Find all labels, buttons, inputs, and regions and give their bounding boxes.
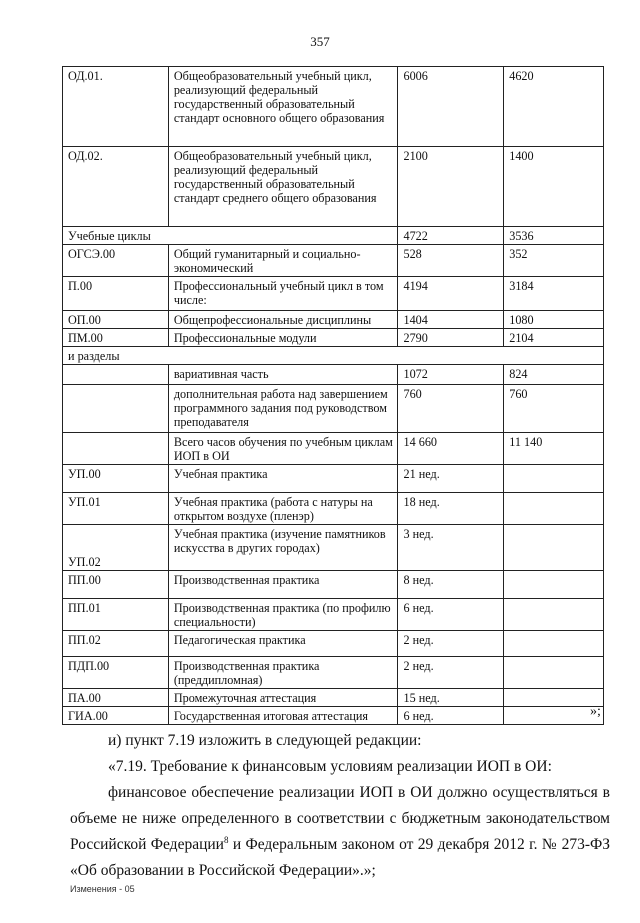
cell-code [63, 365, 169, 385]
cell-code: УП.02 [63, 525, 169, 571]
cell-code: ГИА.00 [63, 707, 169, 725]
cell-value-1: 528 [398, 245, 504, 277]
footnote-marker: 8 [223, 834, 229, 845]
closing-quote-mark: »; [590, 704, 601, 719]
cell-value-2: 824 [504, 365, 604, 385]
cell-code: УП.01 [63, 493, 169, 525]
cell-name: вариативная часть [168, 365, 398, 385]
cell-value-1: 21 нед. [398, 465, 504, 493]
cell-value-1: 6006 [398, 67, 504, 147]
table-row [63, 525, 604, 571]
table-row [63, 365, 604, 385]
paragraph-heading-7-19: «7.19. Требование к финансовым условиям реализации ИОП в ОИ: [108, 758, 552, 775]
cell-name: Общеобразовательный учебный цикл, реализующий федеральный государственный образовательный стандарт среднего общего образования [168, 147, 398, 227]
table-row [63, 599, 604, 631]
cell-value-1: 18 нед. [398, 493, 504, 525]
cell-value-2 [504, 657, 604, 689]
cell-code: ОП.00 [63, 311, 169, 329]
cell-value-1: 2100 [398, 147, 504, 227]
cell-value-2 [504, 599, 604, 631]
table-row [63, 689, 604, 707]
cell-name: Общепрофессиональные дисциплины [168, 311, 398, 329]
cell-code: ОГСЭ.00 [63, 245, 169, 277]
cell-value-2: 2104 [504, 329, 604, 347]
table-row [63, 433, 604, 465]
table-row [63, 347, 604, 365]
cell-value-1: 15 нед. [398, 689, 504, 707]
cell-value-2: 760 [504, 385, 604, 433]
table-row [63, 571, 604, 599]
cell-value-2 [504, 689, 604, 707]
cell-value-2: 1400 [504, 147, 604, 227]
cell-code: ПДП.00 [63, 657, 169, 689]
cell-name: Педагогическая практика [168, 631, 398, 657]
cell-name: Производственная практика (преддипломная) [168, 657, 398, 689]
cell-value-1: 6 нед. [398, 707, 504, 725]
cell-value-2: 3536 [504, 227, 604, 245]
cell-code: ОД.02. [63, 147, 169, 227]
cell-name: Профессиональные модули [168, 329, 398, 347]
table-row [63, 493, 604, 525]
curriculum-table [62, 66, 604, 725]
cell-section-label: и разделы [63, 347, 604, 365]
cell-name: Всего часов обучения по учебным циклам ИОП в ОИ [168, 433, 398, 465]
cell-name: Учебная практика (работа с натуры на открытом воздухе (пленэр) [168, 493, 398, 525]
cell-name: Учебная практика [168, 465, 398, 493]
cell-value-2: 11 140 [504, 433, 604, 465]
cell-value-1: 8 нед. [398, 571, 504, 599]
table-row [63, 245, 604, 277]
cell-value-1: 4194 [398, 277, 504, 311]
footer-note: Изменения - 05 [70, 884, 135, 894]
table-row [63, 227, 604, 245]
cell-code: ПП.01 [63, 599, 169, 631]
table-row [63, 311, 604, 329]
table-row [63, 631, 604, 657]
cell-value-1: 4722 [398, 227, 504, 245]
cell-value-1: 2790 [398, 329, 504, 347]
cell-code: ПМ.00 [63, 329, 169, 347]
page-number: 357 [310, 34, 330, 49]
cell-value-2 [504, 707, 604, 725]
cell-value-2 [504, 525, 604, 571]
cell-value-1: 2 нед. [398, 631, 504, 657]
cell-value-2 [504, 571, 604, 599]
paragraph-item-i: и) пункт 7.19 изложить в следующей редакции: [108, 732, 422, 749]
cell-name: Общий гуманитарный и социально-экономический [168, 245, 398, 277]
cell-value-2 [504, 465, 604, 493]
cell-value-2: 4620 [504, 67, 604, 147]
cell-name: Общеобразовательный учебный цикл, реализующий федеральный государственный образовательный стандарт основного общего образования [168, 67, 398, 147]
paragraph-financing [70, 780, 610, 884]
cell-value-2: 3184 [504, 277, 604, 311]
cell-value-2: 1080 [504, 311, 604, 329]
cell-name: Промежуточная аттестация [168, 689, 398, 707]
table-row [63, 465, 604, 493]
cell-name: Государственная итоговая аттестация [168, 707, 398, 725]
cell-name: Профессиональный учебный цикл в том числе: [168, 277, 398, 311]
cell-code: ПА.00 [63, 689, 169, 707]
cell-name: Производственная практика [168, 571, 398, 599]
cell-value-1: 2 нед. [398, 657, 504, 689]
table-row [63, 657, 604, 689]
cell-value-1: 3 нед. [398, 525, 504, 571]
cell-code: ПП.00 [63, 571, 169, 599]
cell-value-1: 760 [398, 385, 504, 433]
cell-name: Производственная практика (по профилю специальности) [168, 599, 398, 631]
cell-code [63, 433, 169, 465]
cell-value-1: 6 нед. [398, 599, 504, 631]
cell-value-2 [504, 493, 604, 525]
cell-value-1: 1072 [398, 365, 504, 385]
table-row [63, 67, 604, 147]
cell-code: П.00 [63, 277, 169, 311]
table-row [63, 329, 604, 347]
cell-value-1: 14 660 [398, 433, 504, 465]
cell-code: УП.00 [63, 465, 169, 493]
cell-code: ПП.02 [63, 631, 169, 657]
cell-value-2 [504, 631, 604, 657]
amendment-text [70, 728, 610, 884]
cell-name: дополнительная работа над завершением программного задания под руководством преподавателя [168, 385, 398, 433]
cell-code [63, 385, 169, 433]
table-row [63, 385, 604, 433]
paragraph-financing-rest: и Федеральным законом от 29 декабря 2012 г. № 273-ФЗ «Об образовании в Российской Федерации».»; [70, 836, 610, 879]
cell-value-1: 1404 [398, 311, 504, 329]
cell-section-label: Учебные циклы [63, 227, 398, 245]
table-row [63, 147, 604, 227]
cell-code: ОД.01. [63, 67, 169, 147]
paragraph-financing-text: финансовое обеспечение реализации ИОП в ОИ должно осуществляться в объеме не ниже определенного в соответствии с бюджетным законодательством Российской Федерации [70, 784, 610, 853]
table-row [63, 707, 604, 725]
cell-value-2: 352 [504, 245, 604, 277]
cell-name: Учебная практика (изучение памятников искусства в других городах) [168, 525, 398, 571]
table-row [63, 277, 604, 311]
